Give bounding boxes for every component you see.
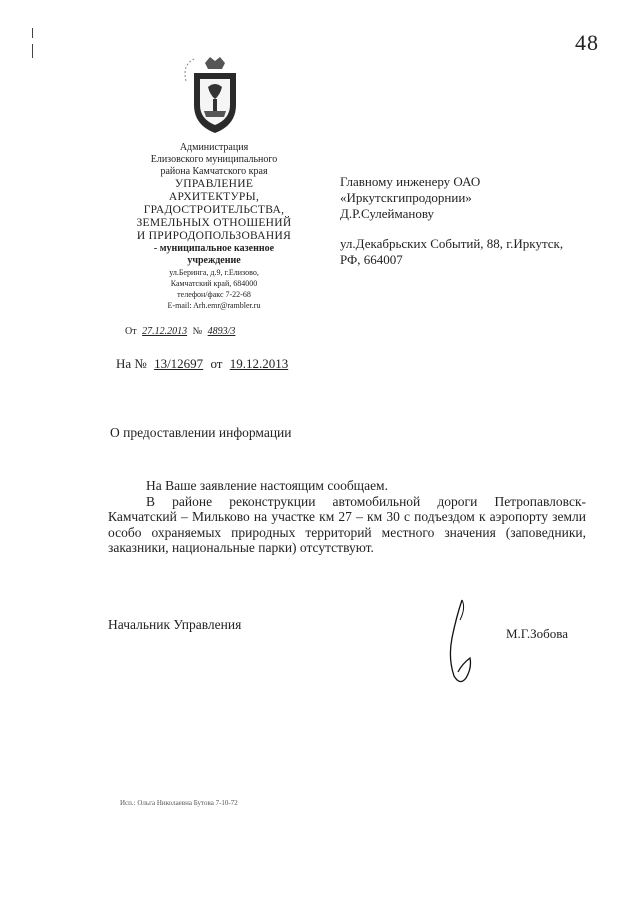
body-paragraph-2: В районе реконструкции автомобильной дороги Петропавловск-Камчатский – Мильково на участке км 27 – км 30 с подъездом к аэропорту земли особо охраняемых природных территорий местного значения (заповедники, заказники, национальные парки) отсутствуют. xyxy=(108,493,586,555)
department-line-4: ЗЕМЕЛЬНЫХ ОТНОШЕНИЙ xyxy=(136,217,292,229)
address-line-1: ул.Декабрьских Событий, 88, г.Иркутск, xyxy=(340,236,564,251)
department-line-1: УПРАВЛЕНИЕ xyxy=(174,178,254,190)
executor-note: Исп.: Ольга Николаевна Бутова 7-10-72 xyxy=(120,799,238,807)
contact-line-1: ул.Беринга, д.9, г.Елизово, xyxy=(169,268,259,277)
coat-of-arms-emblem xyxy=(180,55,250,135)
sender-block xyxy=(108,142,320,311)
department-line-5: И ПРИРОДОПОЛЬЗОВАНИЯ xyxy=(136,230,292,242)
out-ref-prefix: От xyxy=(125,326,137,337)
department-line-3: ГРАДОСТРОИТЕЛЬСТВА, xyxy=(143,204,285,216)
contact-line-3: телефон/факс 7-22-68 xyxy=(177,290,251,299)
margin-mark xyxy=(32,28,34,66)
handwritten-signature xyxy=(432,598,492,688)
sender-line-2: Елизовского муниципального xyxy=(150,154,278,165)
address-line-2: РФ, 664007 xyxy=(340,252,403,267)
contact-line-4: E-mail: Arh.emr@rambler.ru xyxy=(167,301,261,310)
sender-line-3: района Камчатского края xyxy=(160,166,268,177)
in-ref-date-prefix: от xyxy=(210,356,223,371)
out-ref-number: 4893/3 xyxy=(207,326,236,337)
body-paragraph-1: На Ваше заявление настоящим сообщаем. xyxy=(146,478,388,493)
out-ref-date: 27.12.2013 xyxy=(142,326,188,337)
letter-body xyxy=(108,478,586,556)
sender-line-1: Администрация xyxy=(179,142,249,153)
recipient-line-2: «Иркутскгипродорнии» xyxy=(340,190,472,205)
incoming-reference xyxy=(116,356,292,372)
department-line-2: АРХИТЕКТУРЫ, xyxy=(168,191,260,203)
recipient-line-3: Д.Р.Сулейманову xyxy=(340,206,435,221)
recipient-line-1: Главному инженеру ОАО xyxy=(340,174,481,189)
signer-name: М.Г.Зобова xyxy=(506,626,568,641)
in-ref-number: 13/12697 xyxy=(154,356,204,371)
page-number: 48 xyxy=(575,30,599,55)
recipient-address xyxy=(340,236,610,268)
in-ref-prefix: На № xyxy=(116,356,147,371)
institution-line-2: учреждение xyxy=(187,255,241,266)
in-ref-date: 19.12.2013 xyxy=(229,356,289,371)
recipient-block xyxy=(340,174,610,222)
letter-subject: О предоставлении информации xyxy=(110,425,292,440)
outgoing-reference xyxy=(125,326,238,337)
institution-line-1: - муниципальное казенное xyxy=(153,243,275,254)
out-ref-number-label: № xyxy=(192,326,203,337)
signer-title: Начальник Управления xyxy=(108,617,242,632)
contact-line-2: Камчатский край, 684000 xyxy=(170,279,258,288)
